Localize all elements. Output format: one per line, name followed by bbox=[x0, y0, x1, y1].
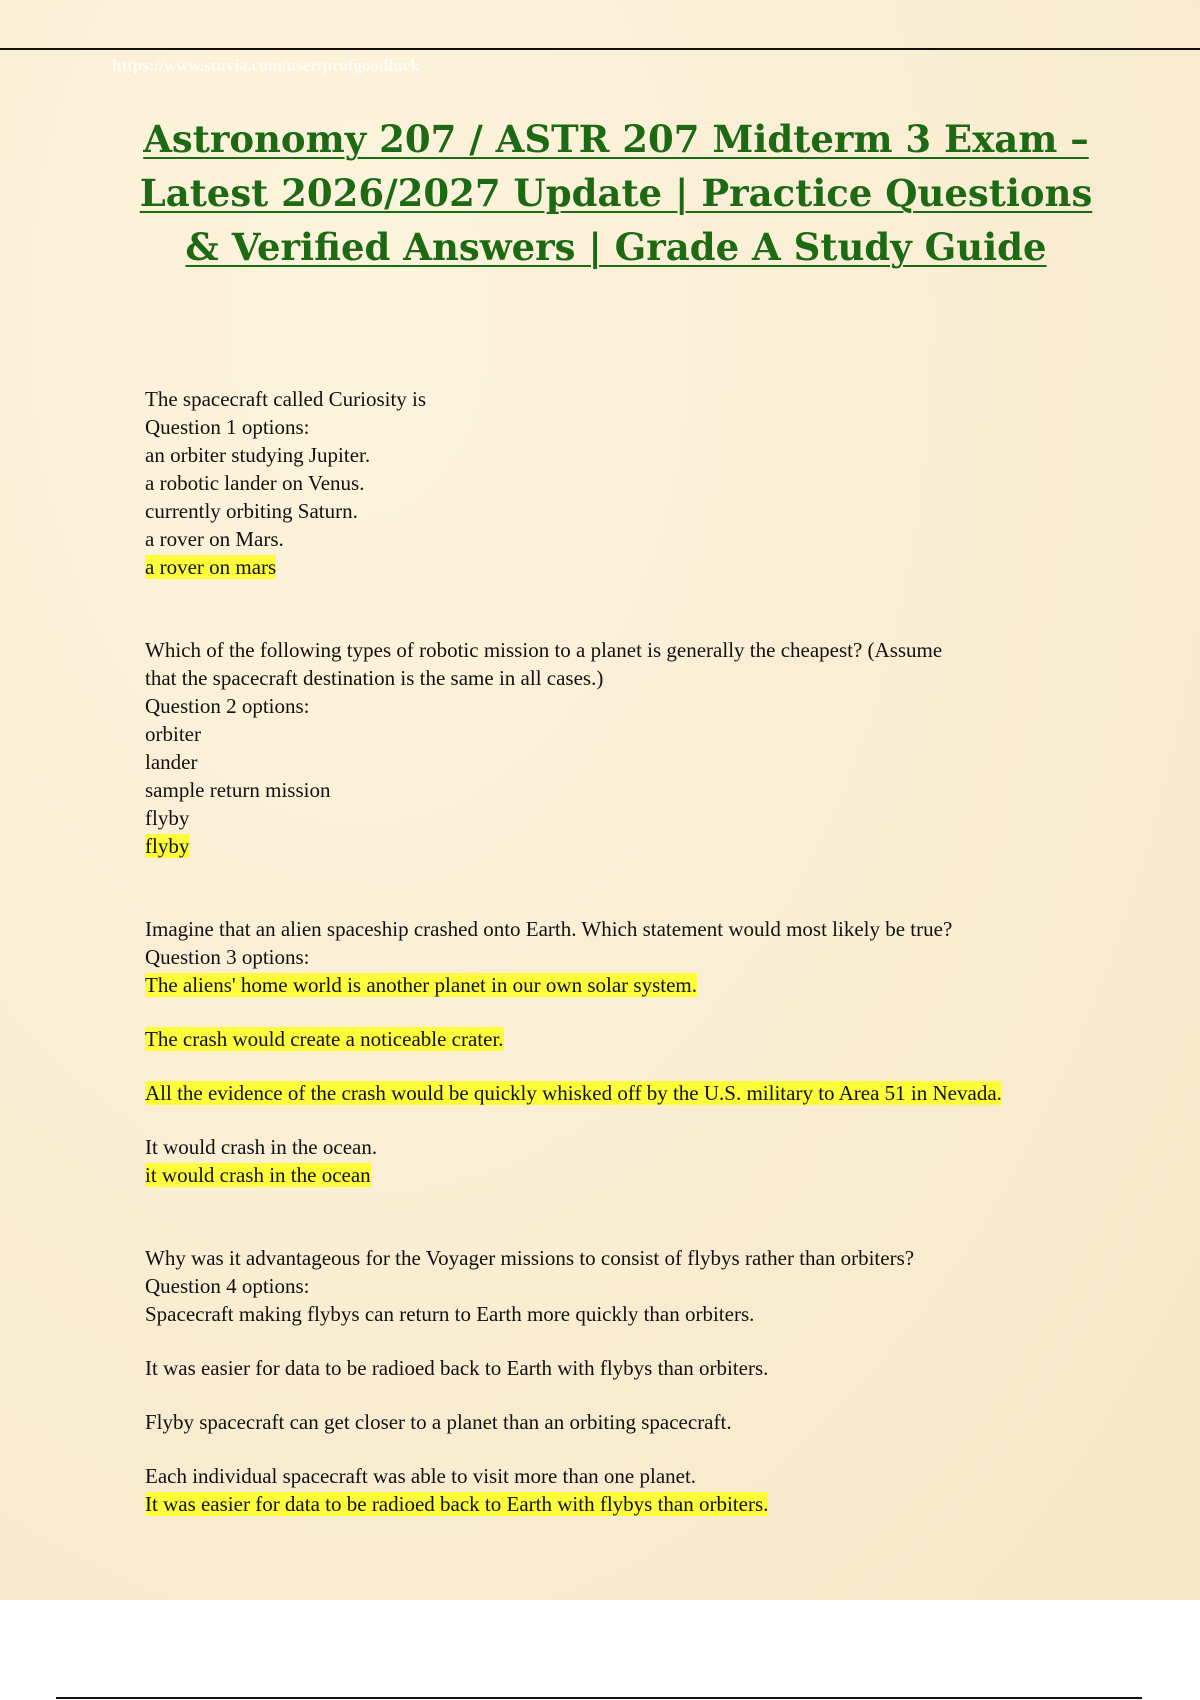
question-stem: Imagine that an alien spaceship crashed onto Earth. Which statement would most likely be true? bbox=[145, 917, 953, 941]
options-label: Question 2 options: bbox=[145, 694, 310, 718]
highlighted-answer: It was easier for data to be radioed back to Earth with flybys than orbiters. bbox=[145, 1492, 769, 1516]
option-item: an orbiter studying Jupiter. bbox=[145, 443, 371, 467]
option-item: It would crash in the ocean. bbox=[145, 1135, 378, 1159]
option-item: lander bbox=[145, 750, 198, 774]
highlighted-answer: flyby bbox=[145, 834, 190, 858]
question-block bbox=[145, 915, 1095, 1189]
options-label: Question 1 options: bbox=[145, 415, 310, 439]
option-item: a rover on Mars. bbox=[145, 527, 284, 551]
option-item: Spacecraft making flybys can return to Earth more quickly than orbiters. bbox=[145, 1302, 755, 1326]
question-stem-continued: that the spacecraft destination is the same in all cases.) bbox=[145, 666, 604, 690]
question-stem: Which of the following types of robotic mission to a planet is generally the cheapest? (Assume bbox=[145, 638, 943, 662]
question-block bbox=[145, 1244, 1095, 1518]
question-stem: The spacecraft called Curiosity is bbox=[145, 387, 427, 411]
options-label: Question 3 options: bbox=[145, 945, 310, 969]
option-item: a robotic lander on Venus. bbox=[145, 471, 365, 495]
question-block bbox=[145, 636, 1095, 860]
options-label: Question 4 options: bbox=[145, 1274, 310, 1298]
header-rule bbox=[0, 48, 1200, 50]
footer-rule bbox=[56, 1697, 1142, 1699]
option-item: It was easier for data to be radioed back to Earth with flybys than orbiters. bbox=[145, 1356, 769, 1380]
option-item: orbiter bbox=[145, 722, 201, 746]
option-item: Each individual spacecraft was able to visit more than one planet. bbox=[145, 1464, 697, 1488]
source-watermark: https://www.stuvia.com/user/profgoodluck bbox=[112, 56, 420, 75]
questions-body bbox=[145, 385, 1095, 1573]
option-item: currently orbiting Saturn. bbox=[145, 499, 358, 523]
question-stem: Why was it advantageous for the Voyager missions to consist of flybys rather than orbiters? bbox=[145, 1246, 915, 1270]
option-item: flyby bbox=[145, 806, 190, 830]
option-item: Flyby spacecraft can get closer to a planet than an orbiting spacecraft. bbox=[145, 1410, 732, 1434]
document-title: Astronomy 207 / ASTR 207 Midterm 3 Exam – Latest 2026/2027 Update | Practice Questions & Verified Answers | Grade A Study Guide bbox=[139, 117, 1093, 269]
question-block bbox=[145, 385, 1095, 581]
option-item-highlighted: The crash would create a noticeable crater. bbox=[145, 1027, 504, 1051]
option-item-highlighted: All the evidence of the crash would be quickly whisked off by the U.S. military to Area 51 in Nevada. bbox=[145, 1081, 1002, 1105]
option-item: sample return mission bbox=[145, 778, 331, 802]
option-item-highlighted: The aliens' home world is another planet in our own solar system. bbox=[145, 973, 697, 997]
highlighted-answer: a rover on mars bbox=[145, 555, 277, 579]
highlighted-answer: it would crash in the ocean bbox=[145, 1163, 371, 1187]
